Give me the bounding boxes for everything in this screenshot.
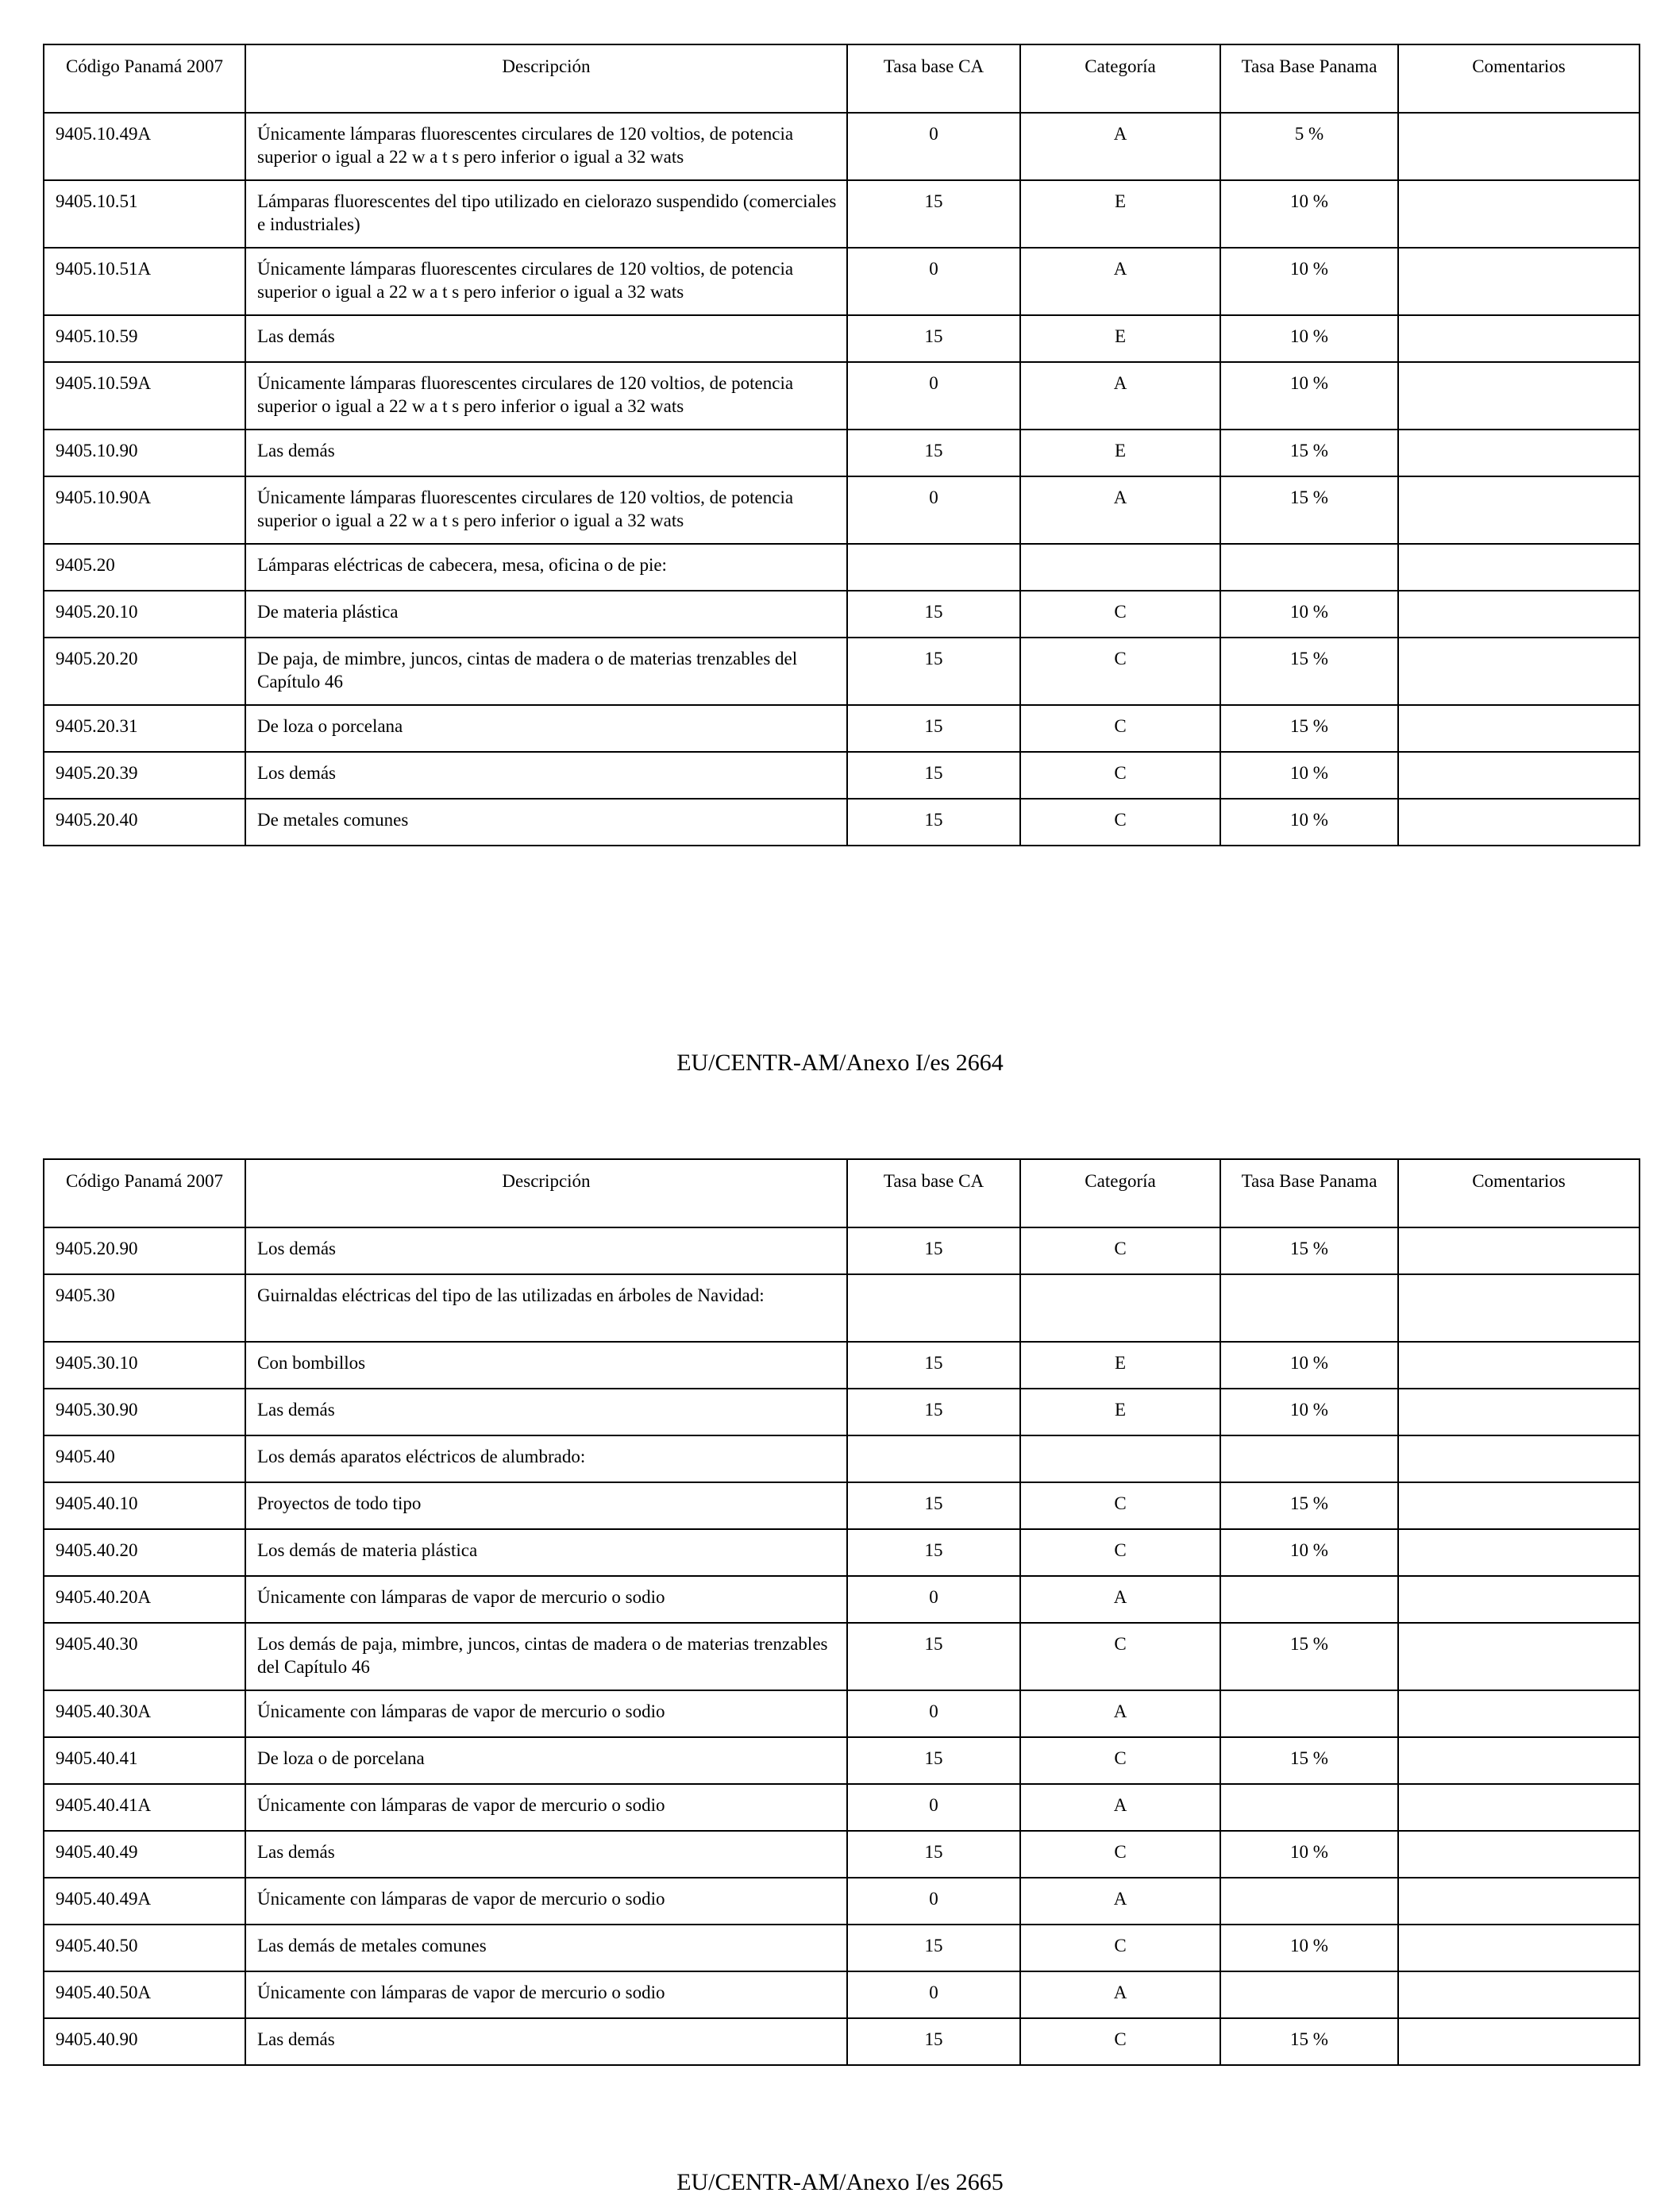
cell-rate-ca: 15 [847, 1227, 1020, 1274]
cell-comments [1398, 591, 1640, 638]
cell-comments [1398, 1576, 1640, 1623]
cell-rate-ca: 15 [847, 799, 1020, 846]
cell-comments [1398, 1784, 1640, 1831]
cell-rate-ca: 0 [847, 1784, 1020, 1831]
header-rate-panama: Tasa Base Panama [1220, 1159, 1398, 1227]
cell-description: Lámparas eléctricas de cabecera, mesa, oficina o de pie: [245, 544, 847, 591]
cell-comments [1398, 1342, 1640, 1389]
cell-description: Las demás de metales comunes [245, 1925, 847, 1971]
cell-comments [1398, 1925, 1640, 1971]
tariff-table-section-2 [43, 1158, 1639, 2066]
table-row [44, 1227, 1640, 1274]
cell-category: C [1020, 752, 1220, 799]
cell-comments [1398, 248, 1640, 315]
cell-description: Únicamente con lámparas de vapor de mercurio o sodio [245, 1878, 847, 1925]
cell-comments [1398, 1623, 1640, 1690]
table-header-row [44, 44, 1640, 113]
cell-code: 9405.10.59A [44, 362, 245, 430]
table-row [44, 1576, 1640, 1623]
cell-description: Lámparas fluorescentes del tipo utilizado en cielorazo suspendido (comerciales e industriales) [245, 180, 847, 248]
cell-code: 9405.40.50 [44, 1925, 245, 1971]
table-row [44, 430, 1640, 476]
cell-category: A [1020, 476, 1220, 544]
cell-description: Únicamente con lámparas de vapor de mercurio o sodio [245, 1576, 847, 1623]
table-row [44, 638, 1640, 705]
cell-rate-panama: 10 % [1220, 1831, 1398, 1878]
cell-code: 9405.40.20 [44, 1529, 245, 1576]
cell-comments [1398, 2018, 1640, 2065]
cell-rate-panama: 10 % [1220, 591, 1398, 638]
cell-comments [1398, 113, 1640, 180]
cell-description: Los demás de materia plástica [245, 1529, 847, 1576]
cell-rate-panama: 10 % [1220, 752, 1398, 799]
cell-description: Las demás [245, 1831, 847, 1878]
table-row [44, 248, 1640, 315]
cell-comments [1398, 752, 1640, 799]
header-category: Categoría [1020, 1159, 1220, 1227]
cell-rate-panama: 15 % [1220, 476, 1398, 544]
cell-code: 9405.40.30 [44, 1623, 245, 1690]
cell-code: 9405.10.90A [44, 476, 245, 544]
cell-rate-panama: 10 % [1220, 248, 1398, 315]
cell-description: De materia plástica [245, 591, 847, 638]
cell-rate-panama: 15 % [1220, 705, 1398, 752]
cell-rate-ca: 15 [847, 1925, 1020, 1971]
header-code: Código Panamá 2007 [44, 1159, 245, 1227]
table-row [44, 1274, 1640, 1342]
cell-description: Las demás [245, 2018, 847, 2065]
cell-code: 9405.30.90 [44, 1389, 245, 1435]
cell-description: Únicamente con lámparas de vapor de mercurio o sodio [245, 1971, 847, 2018]
tariff-table [43, 1158, 1640, 2066]
cell-rate-panama [1220, 1971, 1398, 2018]
cell-rate-panama: 5 % [1220, 113, 1398, 180]
cell-category: C [1020, 1737, 1220, 1784]
table-row [44, 1529, 1640, 1576]
page-footer-reference: EU/CENTR-AM/Anexo I/es 2665 [676, 2169, 1004, 2195]
cell-rate-panama: 10 % [1220, 1389, 1398, 1435]
cell-code: 9405.40.30A [44, 1690, 245, 1737]
table-row [44, 1737, 1640, 1784]
table-header-row [44, 1159, 1640, 1227]
table-row [44, 544, 1640, 591]
header-comments: Comentarios [1398, 44, 1640, 113]
table-row [44, 113, 1640, 180]
cell-category: C [1020, 2018, 1220, 2065]
table-row [44, 1482, 1640, 1529]
table-row [44, 1690, 1640, 1737]
cell-rate-panama: 10 % [1220, 1529, 1398, 1576]
header-rate-ca: Tasa base CA [847, 1159, 1020, 1227]
cell-comments [1398, 638, 1640, 705]
cell-description: Únicamente lámparas fluorescentes circulares de 120 voltios, de potencia superior o igual a 22 w a t s pero inferior o igual a 32 wats [245, 113, 847, 180]
cell-description: Los demás [245, 752, 847, 799]
cell-rate-panama: 15 % [1220, 1227, 1398, 1274]
cell-rate-panama [1220, 1784, 1398, 1831]
cell-comments [1398, 180, 1640, 248]
cell-description: Los demás aparatos eléctricos de alumbrado: [245, 1435, 847, 1482]
cell-rate-panama: 10 % [1220, 362, 1398, 430]
cell-category: E [1020, 315, 1220, 362]
table-body [44, 1227, 1640, 2065]
cell-comments [1398, 1971, 1640, 2018]
cell-description: Únicamente con lámparas de vapor de mercurio o sodio [245, 1784, 847, 1831]
cell-code: 9405.40.20A [44, 1576, 245, 1623]
cell-code: 9405.10.51A [44, 248, 245, 315]
cell-comments [1398, 544, 1640, 591]
cell-comments [1398, 1690, 1640, 1737]
header-rate-panama: Tasa Base Panama [1220, 44, 1398, 113]
header-rate-ca: Tasa base CA [847, 44, 1020, 113]
cell-rate-ca: 15 [847, 1482, 1020, 1529]
cell-rate-ca: 0 [847, 1971, 1020, 2018]
tariff-table [43, 44, 1640, 846]
cell-code: 9405.20.40 [44, 799, 245, 846]
cell-comments [1398, 1878, 1640, 1925]
cell-category [1020, 1435, 1220, 1482]
cell-comments [1398, 315, 1640, 362]
cell-description: De paja, de mimbre, juncos, cintas de madera o de materias trenzables del Capítulo 46 [245, 638, 847, 705]
cell-comments [1398, 1737, 1640, 1784]
cell-code: 9405.40.41 [44, 1737, 245, 1784]
cell-code: 9405.20.10 [44, 591, 245, 638]
table-row [44, 1389, 1640, 1435]
table-row [44, 2018, 1640, 2065]
cell-rate-ca: 0 [847, 1878, 1020, 1925]
cell-code: 9405.40.41A [44, 1784, 245, 1831]
cell-rate-panama [1220, 1690, 1398, 1737]
cell-code: 9405.20.39 [44, 752, 245, 799]
cell-comments [1398, 799, 1640, 846]
cell-category: A [1020, 1576, 1220, 1623]
table-row [44, 1784, 1640, 1831]
cell-rate-ca: 0 [847, 1690, 1020, 1737]
cell-category: C [1020, 1482, 1220, 1529]
cell-code: 9405.10.90 [44, 430, 245, 476]
cell-description: Únicamente lámparas fluorescentes circulares de 120 voltios, de potencia superior o igual a 22 w a t s pero inferior o igual a 32 wats [245, 362, 847, 430]
cell-code: 9405.30.10 [44, 1342, 245, 1389]
cell-category: C [1020, 591, 1220, 638]
cell-comments [1398, 1389, 1640, 1435]
cell-rate-ca: 15 [847, 591, 1020, 638]
page-footer-reference: EU/CENTR-AM/Anexo I/es 2664 [676, 1050, 1004, 1076]
cell-rate-ca: 15 [847, 1737, 1020, 1784]
table-row [44, 476, 1640, 544]
table-row [44, 1878, 1640, 1925]
table-row [44, 1435, 1640, 1482]
cell-category: A [1020, 1784, 1220, 1831]
cell-category: A [1020, 1690, 1220, 1737]
cell-category: A [1020, 113, 1220, 180]
cell-rate-panama [1220, 544, 1398, 591]
cell-description: Guirnaldas eléctricas del tipo de las utilizadas en árboles de Navidad: [245, 1274, 847, 1342]
cell-code: 9405.40.49A [44, 1878, 245, 1925]
cell-category: A [1020, 248, 1220, 315]
cell-rate-panama: 10 % [1220, 799, 1398, 846]
cell-category: A [1020, 1971, 1220, 2018]
cell-rate-ca: 15 [847, 1342, 1020, 1389]
cell-rate-ca: 15 [847, 180, 1020, 248]
cell-category: C [1020, 1831, 1220, 1878]
cell-category: E [1020, 430, 1220, 476]
table-row [44, 1342, 1640, 1389]
cell-description: Las demás [245, 315, 847, 362]
cell-description: Los demás de paja, mimbre, juncos, cintas de madera o de materias trenzables del Capítulo 46 [245, 1623, 847, 1690]
cell-rate-ca [847, 544, 1020, 591]
cell-description: Proyectos de todo tipo [245, 1482, 847, 1529]
cell-rate-ca: 0 [847, 248, 1020, 315]
cell-comments [1398, 1482, 1640, 1529]
cell-rate-panama: 15 % [1220, 1482, 1398, 1529]
header-code: Código Panamá 2007 [44, 44, 245, 113]
cell-code: 9405.40.49 [44, 1831, 245, 1878]
cell-rate-ca: 15 [847, 315, 1020, 362]
table-row [44, 315, 1640, 362]
cell-comments [1398, 1227, 1640, 1274]
cell-code: 9405.20.20 [44, 638, 245, 705]
table-row [44, 705, 1640, 752]
cell-description: Únicamente lámparas fluorescentes circulares de 120 voltios, de potencia superior o igual a 22 w a t s pero inferior o igual a 32 wats [245, 248, 847, 315]
cell-code: 9405.10.59 [44, 315, 245, 362]
cell-rate-panama: 10 % [1220, 180, 1398, 248]
cell-comments [1398, 476, 1640, 544]
cell-rate-ca: 15 [847, 705, 1020, 752]
header-description: Descripción [245, 44, 847, 113]
cell-rate-panama: 15 % [1220, 430, 1398, 476]
cell-rate-panama [1220, 1435, 1398, 1482]
cell-rate-panama: 15 % [1220, 2018, 1398, 2065]
cell-category [1020, 1274, 1220, 1342]
cell-rate-panama [1220, 1274, 1398, 1342]
cell-rate-ca: 15 [847, 638, 1020, 705]
cell-code: 9405.40.10 [44, 1482, 245, 1529]
cell-category: C [1020, 1227, 1220, 1274]
cell-comments [1398, 430, 1640, 476]
cell-rate-panama: 10 % [1220, 315, 1398, 362]
cell-description: Las demás [245, 430, 847, 476]
cell-rate-panama [1220, 1878, 1398, 1925]
cell-rate-ca: 0 [847, 1576, 1020, 1623]
cell-comments [1398, 1529, 1640, 1576]
cell-category: A [1020, 362, 1220, 430]
cell-rate-panama [1220, 1576, 1398, 1623]
cell-comments [1398, 1831, 1640, 1878]
cell-rate-ca [847, 1274, 1020, 1342]
cell-description: Únicamente lámparas fluorescentes circulares de 120 voltios, de potencia superior o igual a 22 w a t s pero inferior o igual a 32 wats [245, 476, 847, 544]
table-body [44, 113, 1640, 846]
cell-description: Las demás [245, 1389, 847, 1435]
cell-rate-ca [847, 1435, 1020, 1482]
cell-rate-ca: 0 [847, 476, 1020, 544]
cell-rate-ca: 15 [847, 752, 1020, 799]
cell-category: C [1020, 638, 1220, 705]
cell-rate-panama: 15 % [1220, 1737, 1398, 1784]
cell-rate-ca: 15 [847, 1389, 1020, 1435]
cell-description: De loza o de porcelana [245, 1737, 847, 1784]
cell-rate-ca: 0 [847, 362, 1020, 430]
cell-code: 9405.40 [44, 1435, 245, 1482]
cell-code: 9405.20.90 [44, 1227, 245, 1274]
header-description: Descripción [245, 1159, 847, 1227]
cell-category: C [1020, 1623, 1220, 1690]
header-category: Categoría [1020, 44, 1220, 113]
table-row [44, 1623, 1640, 1690]
table-row [44, 180, 1640, 248]
cell-code: 9405.20 [44, 544, 245, 591]
cell-comments [1398, 1435, 1640, 1482]
cell-rate-ca: 15 [847, 1623, 1020, 1690]
table-row [44, 1925, 1640, 1971]
cell-rate-ca: 15 [847, 1529, 1020, 1576]
cell-rate-ca: 15 [847, 430, 1020, 476]
cell-code: 9405.10.49A [44, 113, 245, 180]
cell-rate-ca: 15 [847, 1831, 1020, 1878]
cell-code: 9405.40.90 [44, 2018, 245, 2065]
table-row [44, 752, 1640, 799]
cell-category: C [1020, 1925, 1220, 1971]
cell-rate-panama: 10 % [1220, 1342, 1398, 1389]
cell-description: De loza o porcelana [245, 705, 847, 752]
cell-code: 9405.20.31 [44, 705, 245, 752]
cell-rate-ca: 0 [847, 113, 1020, 180]
cell-code: 9405.30 [44, 1274, 245, 1342]
cell-description: Con bombillos [245, 1342, 847, 1389]
cell-rate-panama: 10 % [1220, 1925, 1398, 1971]
cell-comments [1398, 1274, 1640, 1342]
cell-comments [1398, 705, 1640, 752]
cell-description: Los demás [245, 1227, 847, 1274]
cell-rate-panama: 15 % [1220, 1623, 1398, 1690]
cell-rate-panama: 15 % [1220, 638, 1398, 705]
cell-description: Únicamente con lámparas de vapor de mercurio o sodio [245, 1690, 847, 1737]
cell-code: 9405.40.50A [44, 1971, 245, 2018]
header-comments: Comentarios [1398, 1159, 1640, 1227]
cell-comments [1398, 362, 1640, 430]
table-row [44, 1831, 1640, 1878]
table-row [44, 362, 1640, 430]
cell-category [1020, 544, 1220, 591]
cell-description: De metales comunes [245, 799, 847, 846]
cell-category: E [1020, 1342, 1220, 1389]
cell-code: 9405.10.51 [44, 180, 245, 248]
table-row [44, 1971, 1640, 2018]
cell-category: C [1020, 1529, 1220, 1576]
cell-category: E [1020, 180, 1220, 248]
cell-category: E [1020, 1389, 1220, 1435]
tariff-table-section-1 [43, 44, 1639, 846]
cell-category: A [1020, 1878, 1220, 1925]
cell-rate-ca: 15 [847, 2018, 1020, 2065]
cell-category: C [1020, 705, 1220, 752]
cell-category: C [1020, 799, 1220, 846]
table-row [44, 799, 1640, 846]
table-row [44, 591, 1640, 638]
